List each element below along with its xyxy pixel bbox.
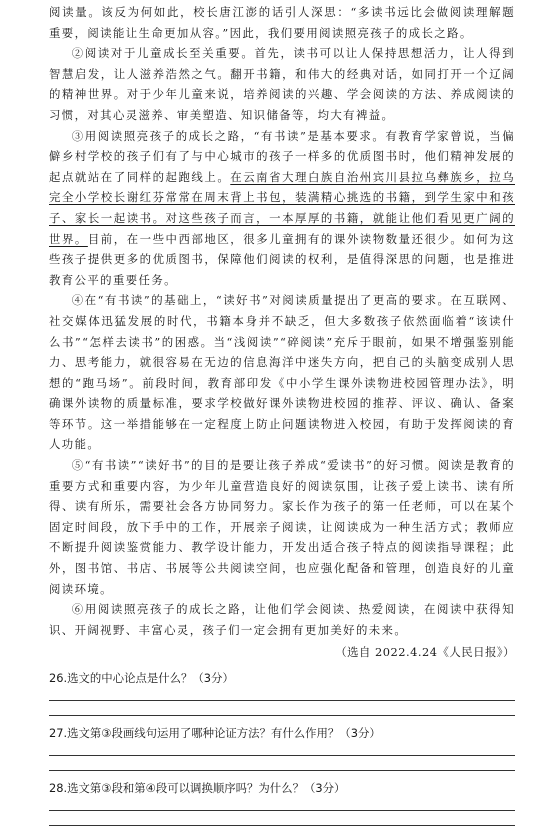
underlined-sentence: 在云南省大理白族自治州宾川县拉乌彝族乡，拉乌完全小学校长谢红芬常常在周末背上书包，装满精心挑选的书籍，到学生家中和孩子、家长一起读书。对这些孩子而言，一本厚厚的书籍，就能让他们看见更广阔的世界。 [49,169,515,246]
paragraph-2: ②阅读对于儿童成长至关重要。首先，读书可以让人保持思想活力，让人得到智慧启发，让人滋养浩然之气。翻开书籍，和伟大的经典对话，如同打开一个辽阔的精神世界。对于少年儿童来说，培养阅读的兴趣、学会阅读的方法、养成阅读的习惯，对其心灵滋养、审美塑造、知识储备等，均大有裨益。 [49,46,515,122]
article-source: （选自 2022.4.24《人民日报》） [335,645,515,660]
answer-line[interactable] [49,755,515,756]
question-26: 26.选文的中心论点是什么？（3分） [49,671,234,686]
paragraph-6: ⑥用阅读照亮孩子的成长之路，让他们学会阅读、热爱阅读，在阅读中获得知识、开阔视野、丰富心灵，孩子们一定会拥有更加美好的未来。 [49,602,515,637]
answer-line[interactable] [49,715,515,716]
paragraph-1-tail: 阅读量。该反为何如此，校长唐江澎的话引人深思：“多读书远比会做阅读理解题重要，阅读能让生命更加从容。”因此，我们要用阅读照亮孩子的成长之路。 [49,5,515,40]
paragraph-5: ⑤“有书读”“读好书”的目的是要让孩子养成“爱读书”的好习惯。阅读是教育的重要方式和重要内容，为少年儿童营造良好的阅读氛围，让孩子爱上读书、读有所得、读有所乐，需要社会各方协同努力。家长作为孩子的第一任老师，可以在某个固定时间段，放下手中的工作，开展亲子阅读，让阅读成为一种生活方式；教师应不断提升阅读鉴赏能力、教学设计能力，开发出适合孩子特点的阅读指导课程；此外，图书馆、书店、书展等公共阅读空间，也应强化配备和管理，创造良好的儿童阅读环境。 [49,458,515,596]
questions-section [49,669,515,826]
article-body [49,0,515,662]
question-27: 27.选文第③段画线句运用了哪种论证方法？有什么作用？（3分） [49,726,381,741]
answer-line[interactable] [49,770,515,771]
paragraph-3-rest: 目前，在一些中西部地区，很多儿童拥有的课外读物数量还很少。如何为这些孩子提供更多的优质图书，保障他们阅读的权利，是值得深思的问题，也是推进教育公平的重要任务。 [49,231,516,287]
answer-line[interactable] [49,810,515,811]
paragraph-3 [49,126,515,291]
paragraph-3-intro: ③用阅读照亮孩子的成长之路，“有书读”是基本要求。有教育学家曾说，当偏僻乡村学校的孩子们有了与中心城市的孩子一样多的优质图书时，他们精神发展的起点就站在了同样的起跑线上。 [49,128,515,184]
answer-line[interactable] [49,700,515,701]
question-28: 28.选文第③段和第④段可以调换顺序吗？为什么？（3分） [49,781,346,796]
paragraph-4: ④在“有书读”的基础上，“读好书”对阅读质量提出了更高的要求。在互联网、社交媒体迅猛发展的时代，书籍本身并不缺乏，但大多数孩子依然面临着“该读什么书”“怎样去读书”的困惑。当“浅阅读”“碎阅读”充斥于眼前，如果不增强鉴别能力、思考能力，就很容易在无边的信息海洋中迷失方向，把自己的头脑变成别人思想的“跑马场”。前段时间，教育部印发《中小学生课外读物进校园管理办法》，明确课外读物的质量标准，要求学校做好课外读物进校园的推荐、评议、确认、备案等环节。这一举措能够在一定程度上防止问题读物进入校园，有助于发挥阅读的育人功能。 [49,293,515,452]
